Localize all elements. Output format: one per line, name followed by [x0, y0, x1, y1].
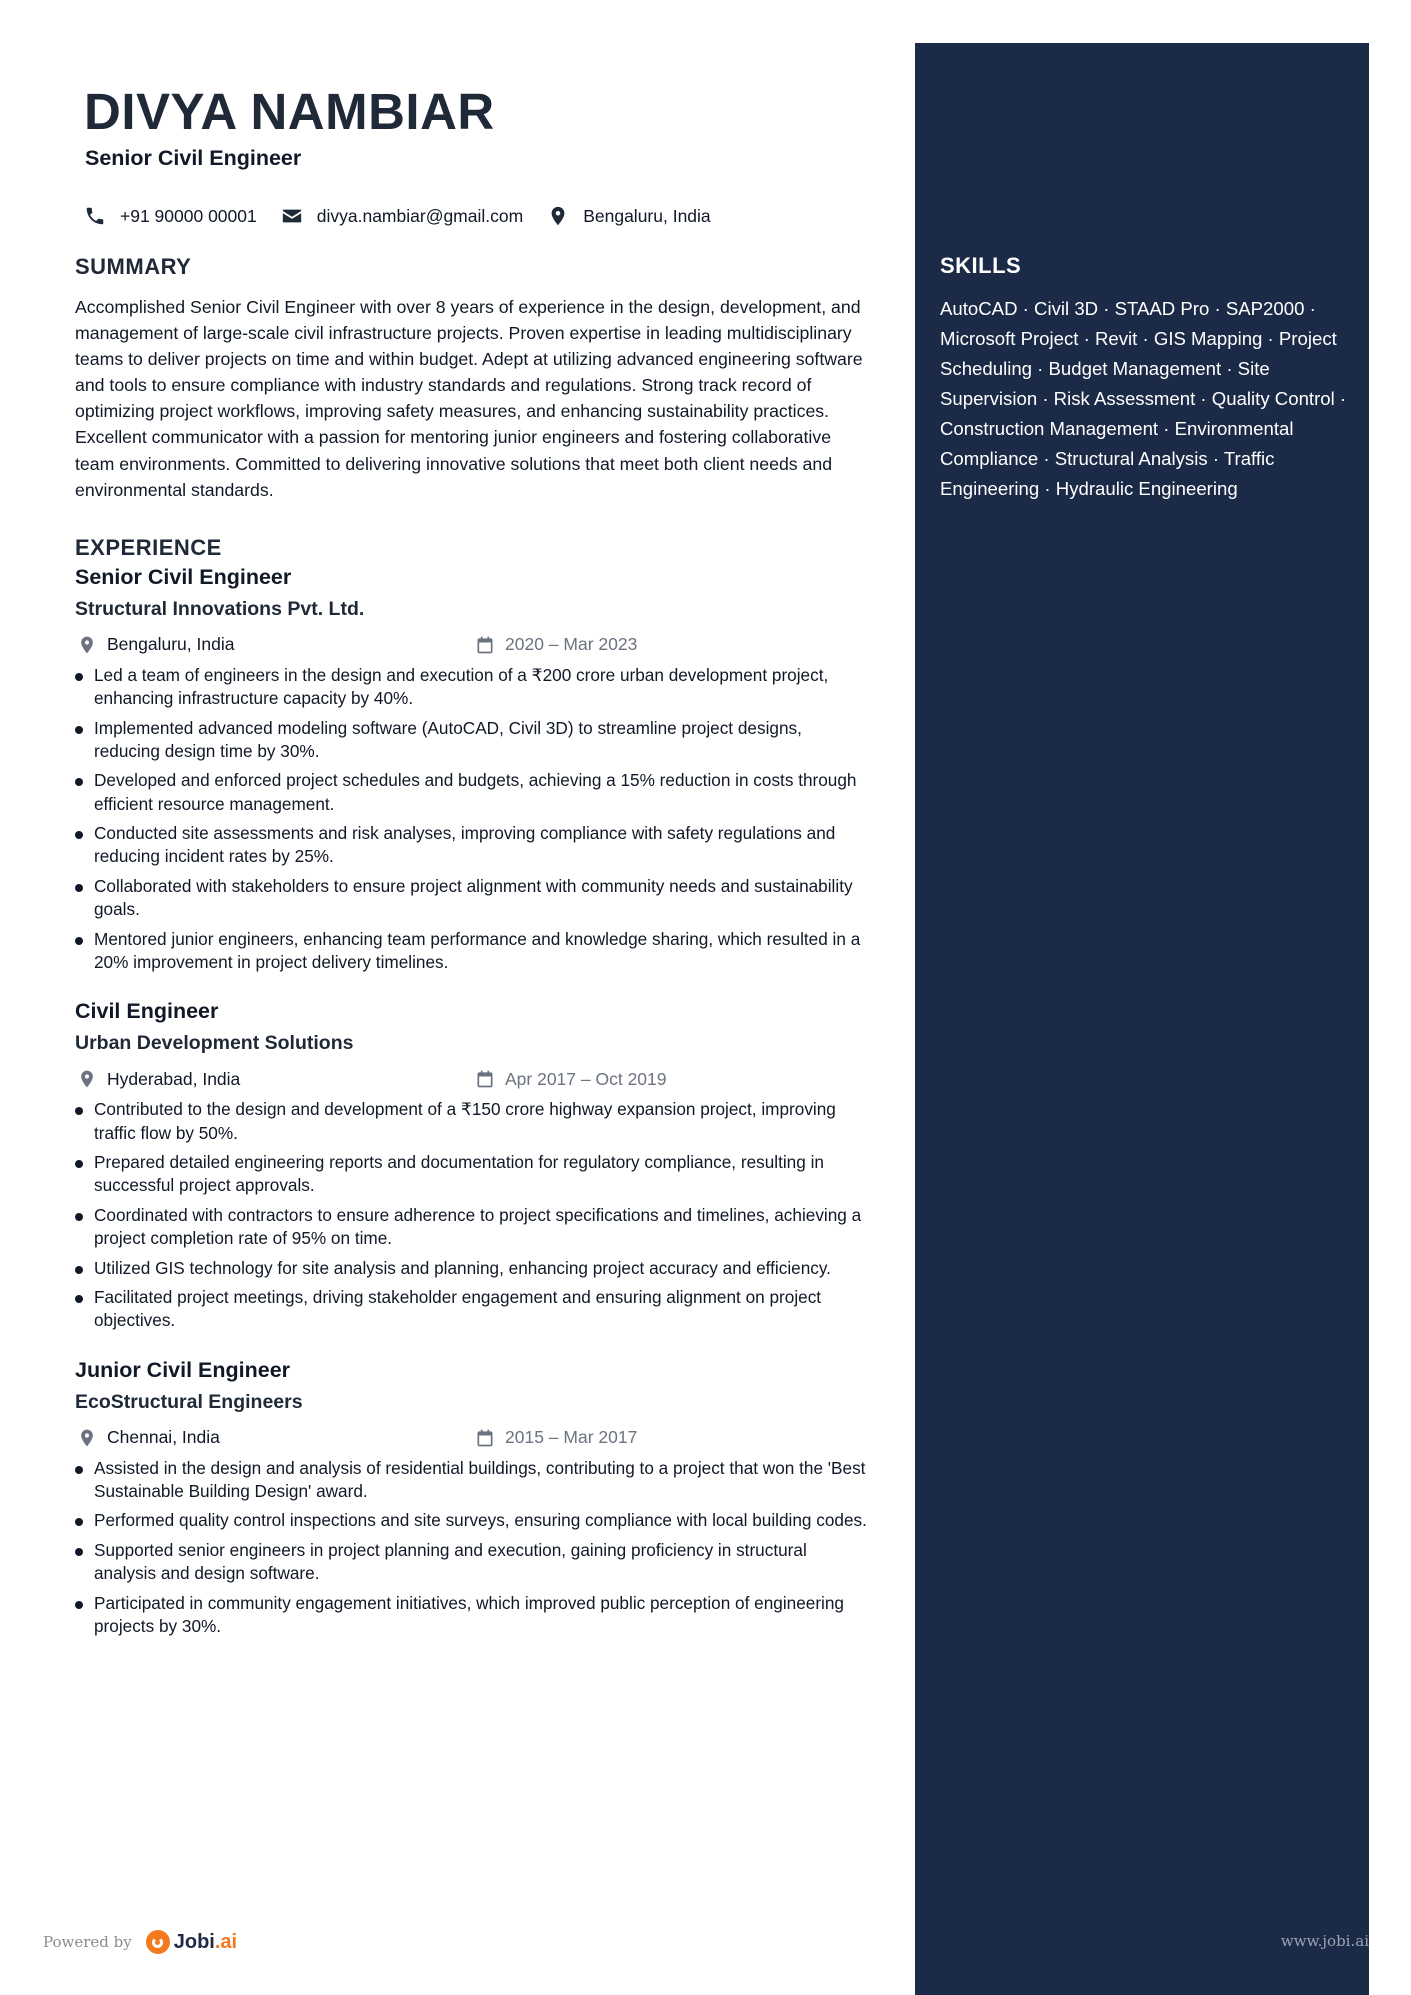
- job-bullet: Mentored junior engineers, enhancing team performance and knowledge sharing, which resulted in a 20% improvement in project delivery timelines.: [75, 928, 867, 975]
- job-bullet: Performed quality control inspections and site surveys, ensuring compliance with local building codes.: [75, 1509, 867, 1532]
- job-dates: [475, 1427, 637, 1448]
- job-bullet: Collaborated with stakeholders to ensure project alignment with community needs and sustainability goals.: [75, 875, 867, 922]
- contact-location: [547, 205, 710, 227]
- email-icon: [281, 205, 303, 227]
- job-company: Urban Development Solutions: [75, 1032, 354, 1055]
- job-entry: [75, 996, 867, 1332]
- job-bullet: Supported senior engineers in project planning and execution, gaining proficiency in structural analysis and design software.: [75, 1539, 867, 1586]
- job-dates: [475, 634, 637, 655]
- job-location: [75, 1069, 475, 1090]
- job-dates-text: Apr 2017 – Oct 2019: [505, 1068, 667, 1089]
- job-meta: [75, 1066, 867, 1092]
- job-bullet: Utilized GIS technology for site analysis and planning, enhancing project accuracy and efficiency.: [75, 1257, 867, 1280]
- job-bullet: Implemented advanced modeling software (AutoCAD, Civil 3D) to streamline project designs, reducing design time by 30%.: [75, 717, 867, 764]
- job-location: [75, 634, 475, 655]
- job-dates: [475, 1069, 667, 1090]
- skills-list: AutoCAD · Civil 3D · STAAD Pro · SAP2000 · Microsoft Project · Revit · GIS Mapping · Project Scheduling · Budget Management · Site Supervision · Risk Assessment · Quality Control · Construction Management · Environmental Compliance · Structural Analysis · Traffic Engineering · Hydraulic Engineering: [940, 298, 1347, 499]
- powered-by: [43, 1930, 237, 1954]
- job-bullets: [75, 1098, 867, 1332]
- summary-text: Accomplished Senior Civil Engineer with over 8 years of experience in the design, development, and management of large-scale civil infrastructure projects. Proven expertise in leading multidisciplinary teams to deliver projects on time and within budget. Adept at utilizing advanced engineering software and tools to ensure compliance with industry standards and regulations. Strong track record of optimizing project workflows, improving safety measures, and enhancing sustainability practices. Excellent communicator with a passion for mentoring junior engineers and fostering collaborative team environments. Committed to delivering innovative solutions that meet both client needs and environmental standards.: [75, 297, 863, 500]
- job-entry: [75, 562, 867, 975]
- candidate-role: Senior Civil Engineer: [85, 146, 302, 170]
- location-pin-icon: [77, 635, 97, 655]
- job-location-text: Bengaluru, India: [107, 634, 235, 655]
- jobi-logo-icon: [146, 1930, 170, 1954]
- email-text: divya.nambiar@gmail.com: [316, 205, 524, 226]
- logo-suffix-text: .ai: [214, 1930, 238, 1953]
- job-title: Senior Civil Engineer: [75, 564, 292, 589]
- location-pin-icon: [77, 1069, 97, 1089]
- experience-list: [75, 562, 867, 1639]
- skills-sidebar: [915, 43, 1369, 1995]
- job-bullet: Led a team of engineers in the design and execution of a ₹200 crore urban development project, enhancing infrastructure capacity by 40%.: [75, 664, 867, 711]
- job-location: [75, 1427, 475, 1448]
- job-title: Junior Civil Engineer: [75, 1357, 291, 1382]
- contact-phone[interactable]: [84, 205, 257, 227]
- job-dates-text: 2020 – Mar 2023: [505, 634, 638, 655]
- jobi-logo[interactable]: [146, 1930, 237, 1954]
- experience-heading: EXPERIENCE: [75, 534, 222, 560]
- calendar-icon: [475, 1428, 495, 1448]
- main-column: [75, 253, 867, 1645]
- job-company: Structural Innovations Pvt. Ltd.: [75, 597, 365, 620]
- job-bullet: Contributed to the design and development of a ₹150 crore highway expansion project, improving traffic flow by 50%.: [75, 1098, 867, 1145]
- job-bullet: Conducted site assessments and risk analyses, improving compliance with safety regulations and reducing incident rates by 25%.: [75, 822, 867, 869]
- site-url[interactable]: www.jobi.ai: [1280, 1932, 1369, 1950]
- location-pin-icon: [77, 1428, 97, 1448]
- job-title: Civil Engineer: [75, 999, 219, 1024]
- calendar-icon: [475, 635, 495, 655]
- summary-heading: SUMMARY: [75, 254, 192, 279]
- job-bullet: Participated in community engagement initiatives, which improved public perception of engineering projects by 30%.: [75, 1592, 867, 1639]
- job-bullet: Facilitated project meetings, driving stakeholder engagement and ensuring alignment on project objectives.: [75, 1286, 867, 1333]
- job-company: EcoStructural Engineers: [75, 1390, 303, 1413]
- phone-text: +91 90000 00001: [120, 205, 257, 226]
- skills-heading: SKILLS: [940, 253, 1022, 278]
- job-bullet: Assisted in the design and analysis of residential buildings, contributing to a project that won the 'Best Sustainable Building Design' award.: [75, 1457, 867, 1504]
- location-text: Bengaluru, India: [583, 205, 711, 226]
- contact-email[interactable]: [281, 205, 523, 227]
- job-meta: [75, 632, 867, 658]
- contact-bar: [84, 204, 711, 228]
- job-meta: [75, 1425, 867, 1451]
- logo-main-text: Jobi: [173, 1930, 215, 1953]
- job-bullet: Developed and enforced project schedules and budgets, achieving a 15% reduction in costs through efficient resource management.: [75, 769, 867, 816]
- job-bullets: [75, 664, 867, 975]
- job-bullets: [75, 1457, 867, 1639]
- powered-by-text: Powered by: [43, 1933, 132, 1951]
- candidate-name: DIVYA NAMBIAR: [84, 83, 495, 140]
- phone-icon: [84, 205, 106, 227]
- job-bullet: Coordinated with contractors to ensure adherence to project specifications and timelines, achieving a project completion rate of 95% on time.: [75, 1204, 867, 1251]
- job-location-text: Hyderabad, India: [107, 1068, 241, 1089]
- job-location-text: Chennai, India: [107, 1427, 220, 1448]
- job-bullet: Prepared detailed engineering reports and documentation for regulatory compliance, resulting in successful project approvals.: [75, 1151, 867, 1198]
- calendar-icon: [475, 1069, 495, 1089]
- location-pin-icon: [547, 205, 569, 227]
- job-dates-text: 2015 – Mar 2017: [505, 1427, 638, 1448]
- job-entry: [75, 1355, 867, 1639]
